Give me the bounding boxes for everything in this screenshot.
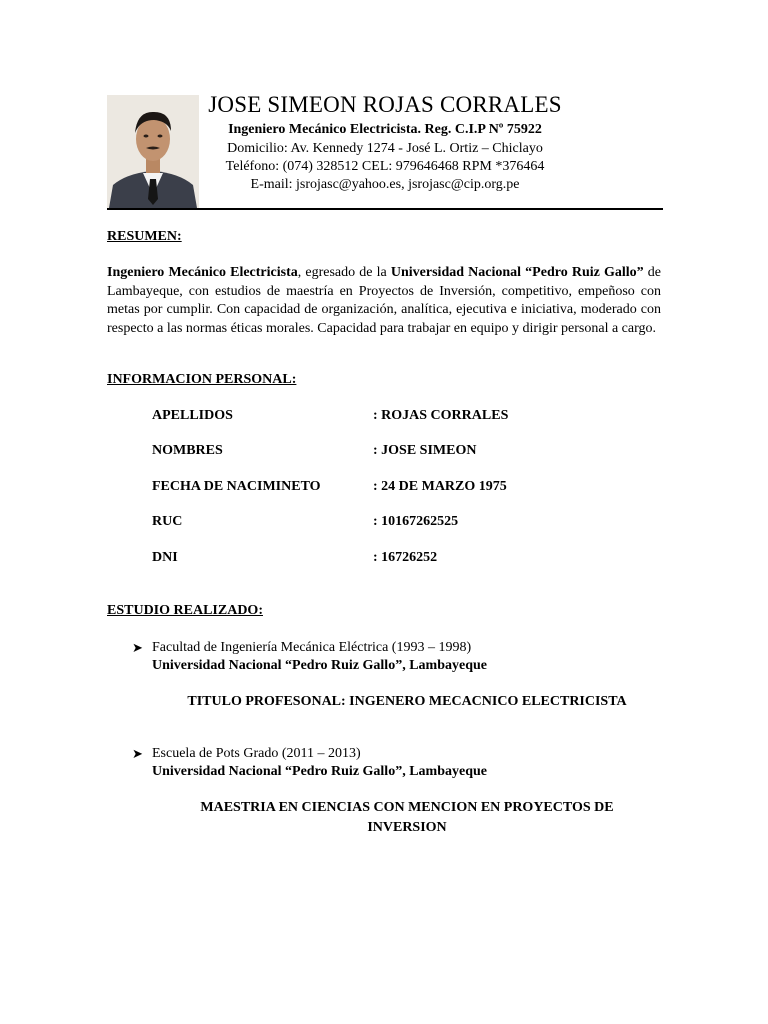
education-university: Universidad Nacional “Pedro Ruiz Gallo”, Lambayeque xyxy=(152,764,487,779)
address-line: Domicilio: Av. Kennedy 1274 - José L. Ortiz – Chiclayo xyxy=(227,141,543,156)
info-value: : ROJAS CORRALES xyxy=(373,408,509,423)
info-label: DNI xyxy=(152,550,178,565)
info-label: APELLIDOS xyxy=(152,408,233,423)
personal-info-heading: INFORMACION PERSONAL: xyxy=(107,372,297,387)
professional-title: TITULO PROFESONAL: INGENERO MECACNICO ELECTRICISTA xyxy=(187,694,627,709)
info-value: : 10167262525 xyxy=(373,514,459,529)
summary-heading: RESUMEN: xyxy=(107,229,182,244)
summary-text-2: de Lambayeque, con estudios de maestría en Proyectos de Inversión, competitivo, empeñoso con metas por cumplir. Con capacidad de organización, analítica, ejecutiva e iniciativa, moderado con respecto a las normas éticas morales. Capacidad para trabajar en equipo y dirigir personal a cargo. xyxy=(107,265,662,336)
full-name: JOSE SIMEON ROJAS CORRALES xyxy=(208,92,562,117)
phone-line: Teléfono: (074) 328512 CEL: 979646468 RPM *376464 xyxy=(225,159,545,174)
info-label: RUC xyxy=(152,514,183,529)
education-school: Facultad de Ingeniería Mecánica Eléctrica (1993 – 1998) xyxy=(152,640,472,655)
summary-profession: Ingeniero Mecánico Electricista xyxy=(107,265,298,280)
portrait-image xyxy=(107,95,199,208)
info-label: FECHA DE NACIMINETO xyxy=(152,479,321,494)
header-divider xyxy=(107,208,663,210)
education-heading: ESTUDIO REALIZADO: xyxy=(107,603,263,618)
profile-photo xyxy=(107,95,199,208)
education-university: Universidad Nacional “Pedro Ruiz Gallo”, Lambayeque xyxy=(152,658,487,673)
education-school: Escuela de Pots Grado (2011 – 2013) xyxy=(152,746,361,761)
contact-header xyxy=(200,90,570,194)
info-value: : 24 DE MARZO 1975 xyxy=(373,479,507,494)
info-value: : JOSE SIMEON xyxy=(373,443,477,458)
masters-title-line2: INVERSION xyxy=(367,820,447,835)
summary-university: Universidad Nacional “Pedro Ruiz Gallo” xyxy=(390,265,644,280)
bullet-arrow-icon: ➤ xyxy=(132,746,143,761)
info-label: NOMBRES xyxy=(152,443,223,458)
masters-title xyxy=(107,798,707,838)
profession-registration: Ingeniero Mecánico Electricista. Reg. C.I.P Nº 75922 xyxy=(228,122,542,137)
summary-text-1: , egresado de la xyxy=(297,265,391,280)
masters-title-line1: MAESTRIA EN CIENCIAS CON MENCION EN PROYECTOS DE xyxy=(200,800,614,815)
summary-paragraph xyxy=(107,264,661,338)
email-line: E-mail: jsrojasc@yahoo.es, jsrojasc@cip.org.pe xyxy=(250,177,520,192)
info-value: : 16726252 xyxy=(373,550,438,565)
bullet-arrow-icon: ➤ xyxy=(132,640,143,655)
